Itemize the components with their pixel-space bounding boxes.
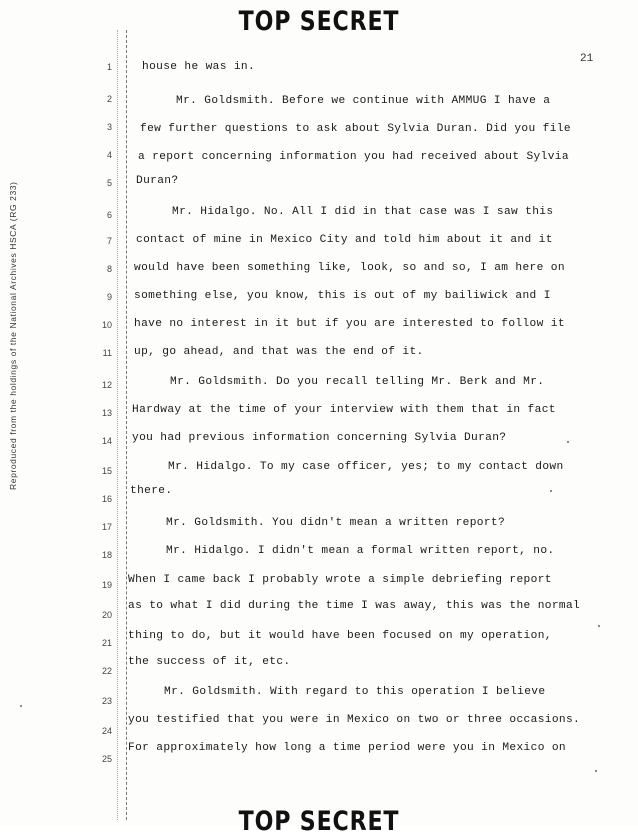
transcript-line: have no interest in it but if you are interested to follow it [134,318,565,330]
transcript-line: Duran? [136,175,179,187]
scan-speck [567,441,569,443]
transcript-line: Mr. Hidalgo. To my case officer, yes; to my contact down [168,461,564,473]
line-number: 17 [101,522,112,532]
line-number: 24 [101,726,112,736]
line-number: 20 [101,610,112,620]
transcript-line: house he was in. [142,61,256,73]
line-number: 18 [101,550,112,560]
transcript-line: For approximately how long a time period were you in Mexico on [128,742,566,754]
transcript-line: Mr. Goldsmith. You didn't mean a written report? [166,517,506,529]
transcript-line: Mr. Hidalgo. No. All I did in that case was I saw this [172,206,554,218]
scan-speck [550,490,552,492]
transcript-line: thing to do, but it would have been focused on my operation, [128,630,552,642]
line-number: 22 [101,666,112,676]
scan-speck [595,770,597,772]
transcript-line: the success of it, etc. [128,656,291,668]
scan-speck [20,705,22,707]
line-number: 10 [101,320,112,330]
line-number: 14 [101,436,112,446]
line-number: 1 [106,62,112,72]
transcript-line: there. [130,485,173,497]
transcript-line: Hardway at the time of your interview with them that in fact [132,404,556,416]
transcript-line: few further questions to ask about Sylvia Duran. Did you file [140,123,571,135]
line-number: 4 [106,150,112,160]
line-number: 8 [106,264,112,274]
line-number: 7 [106,236,112,246]
transcript-line: you had previous information concerning Sylvia Duran? [132,432,507,444]
line-number: 9 [106,292,112,302]
left-margin-rule [126,30,128,820]
line-number: 16 [101,494,112,504]
line-number: 19 [101,580,112,590]
line-number: 3 [106,122,112,132]
scan-speck [598,625,600,627]
transcript-line: you testified that you were in Mexico on two or three occasions. [128,714,581,726]
transcript-line: Mr. Goldsmith. With regard to this operation I believe [164,686,546,698]
left-margin-rule-secondary [117,30,119,820]
transcript-line: Mr. Hidalgo. I didn't mean a formal written report, no. [166,545,555,557]
line-number: 12 [101,380,112,390]
line-number: 21 [101,638,112,648]
top-secret-header-stamp: TOP SECRET [238,6,400,37]
transcript-line: Mr. Goldsmith. Before we continue with AMMUG I have a [176,95,551,107]
line-number: 6 [106,210,112,220]
transcript-line: a report concerning information you had received about Sylvia [138,151,569,163]
transcript-line: would have been something like, look, so and so, I am here on [134,262,565,274]
transcript-line: When I came back I probably wrote a simple debriefing report [128,574,552,586]
line-number: 11 [102,348,112,358]
transcript-line: something else, you know, this is out of my bailiwick and I [134,290,551,302]
line-number: 13 [101,408,112,418]
archives-reproduction-note: Reproduced from the holdings of the National Archives HSCA (RG 233) [8,181,18,490]
line-number: 23 [101,696,112,706]
line-number: 5 [106,178,112,188]
top-secret-footer-stamp: TOP SECRET [238,806,400,837]
transcript-line: up, go ahead, and that was the end of it. [134,346,424,358]
transcript-line: contact of mine in Mexico City and told him about it and it [136,234,553,246]
line-number: 25 [101,754,112,764]
transcript-line: Mr. Goldsmith. Do you recall telling Mr. Berk and Mr. [170,376,545,388]
line-number: 2 [106,94,112,104]
line-number: 15 [101,466,112,476]
page-number: 21 [580,53,594,65]
transcript-line: as to what I did during the time I was away, this was the normal [128,600,581,612]
